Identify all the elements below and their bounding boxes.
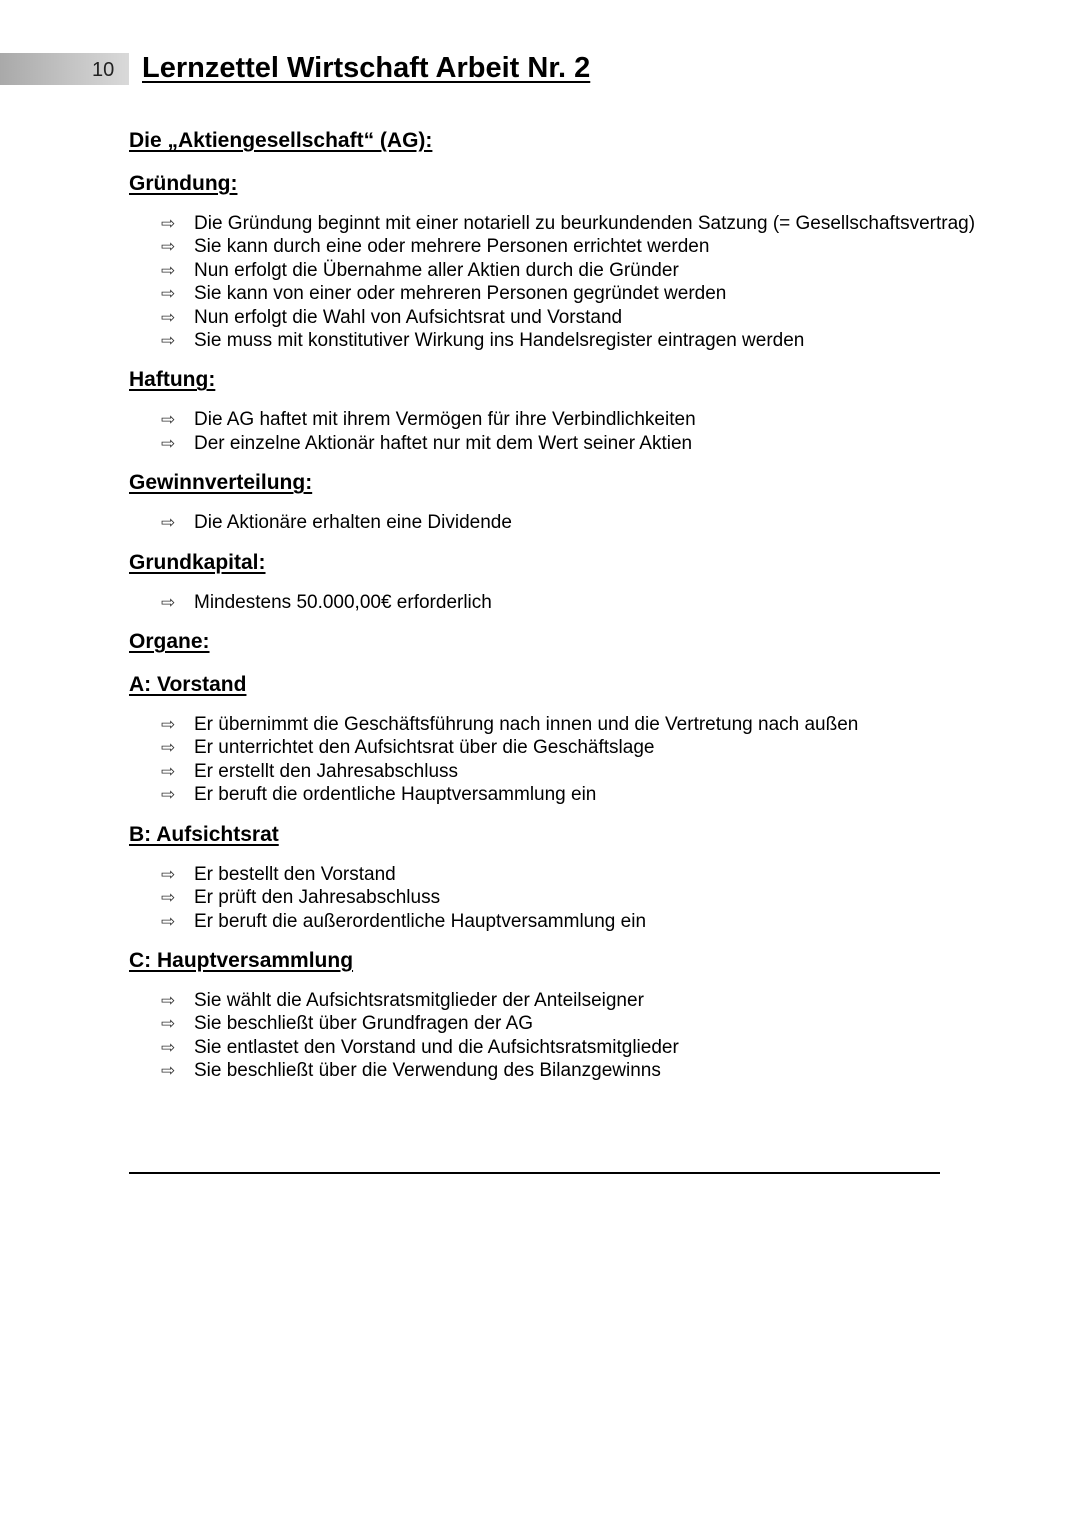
list-item-text: Sie muss mit konstitutiver Wirkung ins Handelsregister eintragen werden — [194, 330, 805, 352]
list-item-text: Sie kann von einer oder mehreren Personen gegründet werden — [194, 283, 727, 305]
list-item-text: Die Gründung beginnt mit einer notariell zu beurkundenden Satzung (= Gesellschaftsvertrag) — [194, 213, 976, 234]
list-item — [161, 408, 1029, 431]
list-item-text: Er bestellt den Vorstand — [194, 863, 396, 885]
list-gewinnverteilung — [129, 511, 1029, 534]
arrow-bullet-icon: ⇨ — [161, 990, 176, 1010]
list-item — [161, 329, 1029, 352]
list-aufsichtsrat — [129, 863, 1029, 933]
arrow-bullet-icon: ⇨ — [161, 1014, 176, 1034]
list-haftung — [129, 408, 1029, 455]
list-item — [161, 432, 1029, 455]
document-body — [129, 126, 1029, 1083]
list-item-text: Er beruft die außerordentliche Hauptversammlung ein — [194, 910, 647, 932]
arrow-bullet-icon: ⇨ — [161, 284, 176, 304]
section-title-haftung: Haftung: — [129, 368, 216, 392]
list-item-text: Nun erfolgt die Übernahme aller Aktien durch die Gründer — [194, 259, 679, 281]
arrow-bullet-icon: ⇨ — [161, 1037, 176, 1057]
list-vorstand — [129, 713, 1029, 807]
list-item — [161, 259, 1029, 282]
list-item — [161, 511, 1029, 534]
list-item-text: Er unterrichtet den Aufsichtsrat über die Geschäftslage — [194, 737, 655, 759]
page-number: 10 — [92, 59, 115, 81]
list-item — [161, 1059, 1029, 1082]
list-item — [161, 886, 1029, 909]
list-item-text: Sie kann durch eine oder mehrere Personen errichtet werden — [194, 236, 710, 258]
list-item — [161, 783, 1029, 806]
arrow-bullet-icon: ⇨ — [161, 888, 176, 908]
list-item — [161, 1036, 1029, 1059]
arrow-bullet-icon: ⇨ — [161, 307, 176, 327]
list-item — [161, 713, 1029, 736]
list-item-text: Er übernimmt die Geschäftsführung nach innen und die Vertretung nach außen — [194, 714, 859, 736]
list-item — [161, 910, 1029, 933]
list-item-text: Die AG haftet mit ihrem Vermögen für ihre Verbindlichkeiten — [194, 409, 696, 431]
section-title-gewinnverteilung: Gewinnverteilung: — [129, 471, 313, 495]
section-title-gruendung: Gründung: — [129, 172, 238, 195]
arrow-bullet-icon: ⇨ — [161, 715, 176, 735]
arrow-bullet-icon: ⇨ — [161, 410, 176, 430]
list-item-text: Sie entlastet den Vorstand und die Aufsichtsratsmitglieder — [194, 1036, 679, 1058]
arrow-bullet-icon: ⇨ — [161, 761, 176, 781]
list-grundkapital — [129, 591, 1029, 614]
arrow-bullet-icon: ⇨ — [161, 214, 176, 233]
list-item-text: Sie beschließt über Grundfragen der AG — [194, 1013, 534, 1035]
arrow-bullet-icon: ⇨ — [161, 1061, 176, 1081]
section-title-vorstand: A: Vorstand — [129, 673, 247, 697]
list-item-text: Er beruft die ordentliche Hauptversammlung ein — [194, 784, 597, 806]
list-item-text: Er erstellt den Jahresabschluss — [194, 760, 459, 782]
closing-divider — [129, 1172, 940, 1174]
arrow-bullet-icon: ⇨ — [161, 738, 176, 758]
list-item-text: Die Aktionäre erhalten eine Dividende — [194, 512, 512, 534]
section-title-aufsichtsrat: B: Aufsichtsrat — [129, 822, 279, 846]
arrow-bullet-icon: ⇨ — [161, 592, 176, 612]
list-item-text: Nun erfolgt die Wahl von Aufsichtsrat und Vorstand — [194, 306, 623, 328]
list-item — [161, 212, 1029, 235]
arrow-bullet-icon: ⇨ — [161, 864, 176, 884]
list-item — [161, 736, 1029, 759]
arrow-bullet-icon: ⇨ — [161, 785, 176, 805]
arrow-bullet-icon: ⇨ — [161, 331, 176, 351]
list-item — [161, 760, 1029, 783]
list-item — [161, 863, 1029, 886]
list-item-text: Sie beschließt über die Verwendung des Bilanzgewinns — [194, 1060, 661, 1082]
arrow-bullet-icon: ⇨ — [161, 260, 176, 280]
list-item-text: Er prüft den Jahresabschluss — [194, 887, 441, 909]
list-item — [161, 282, 1029, 305]
list-gruendung — [129, 212, 1029, 352]
list-item — [161, 306, 1029, 329]
topic-title: Die „Aktiengesellschaft“ (AG): — [129, 129, 433, 152]
list-item-text: Sie wählt die Aufsichtsratsmitglieder der Anteilseigner — [194, 989, 644, 1011]
document-title: Lernzettel Wirtschaft Arbeit Nr. 2 — [142, 52, 591, 84]
section-title-organe: Organe: — [129, 630, 210, 654]
arrow-bullet-icon: ⇨ — [161, 237, 176, 257]
arrow-bullet-icon: ⇨ — [161, 911, 176, 931]
list-item — [161, 235, 1029, 258]
section-title-hauptversammlung: C: Hauptversammlung — [129, 948, 354, 972]
arrow-bullet-icon: ⇨ — [161, 513, 176, 533]
section-title-grundkapital: Grundkapital: — [129, 550, 266, 574]
arrow-bullet-icon: ⇨ — [161, 433, 176, 453]
list-item — [161, 591, 1029, 614]
list-hauptversammlung — [129, 989, 1029, 1083]
list-item — [161, 989, 1029, 1012]
list-item-text: Mindestens 50.000,00€ erforderlich — [194, 591, 492, 613]
list-item-text: Der einzelne Aktionär haftet nur mit dem Wert seiner Aktien — [194, 432, 693, 454]
list-item — [161, 1012, 1029, 1035]
